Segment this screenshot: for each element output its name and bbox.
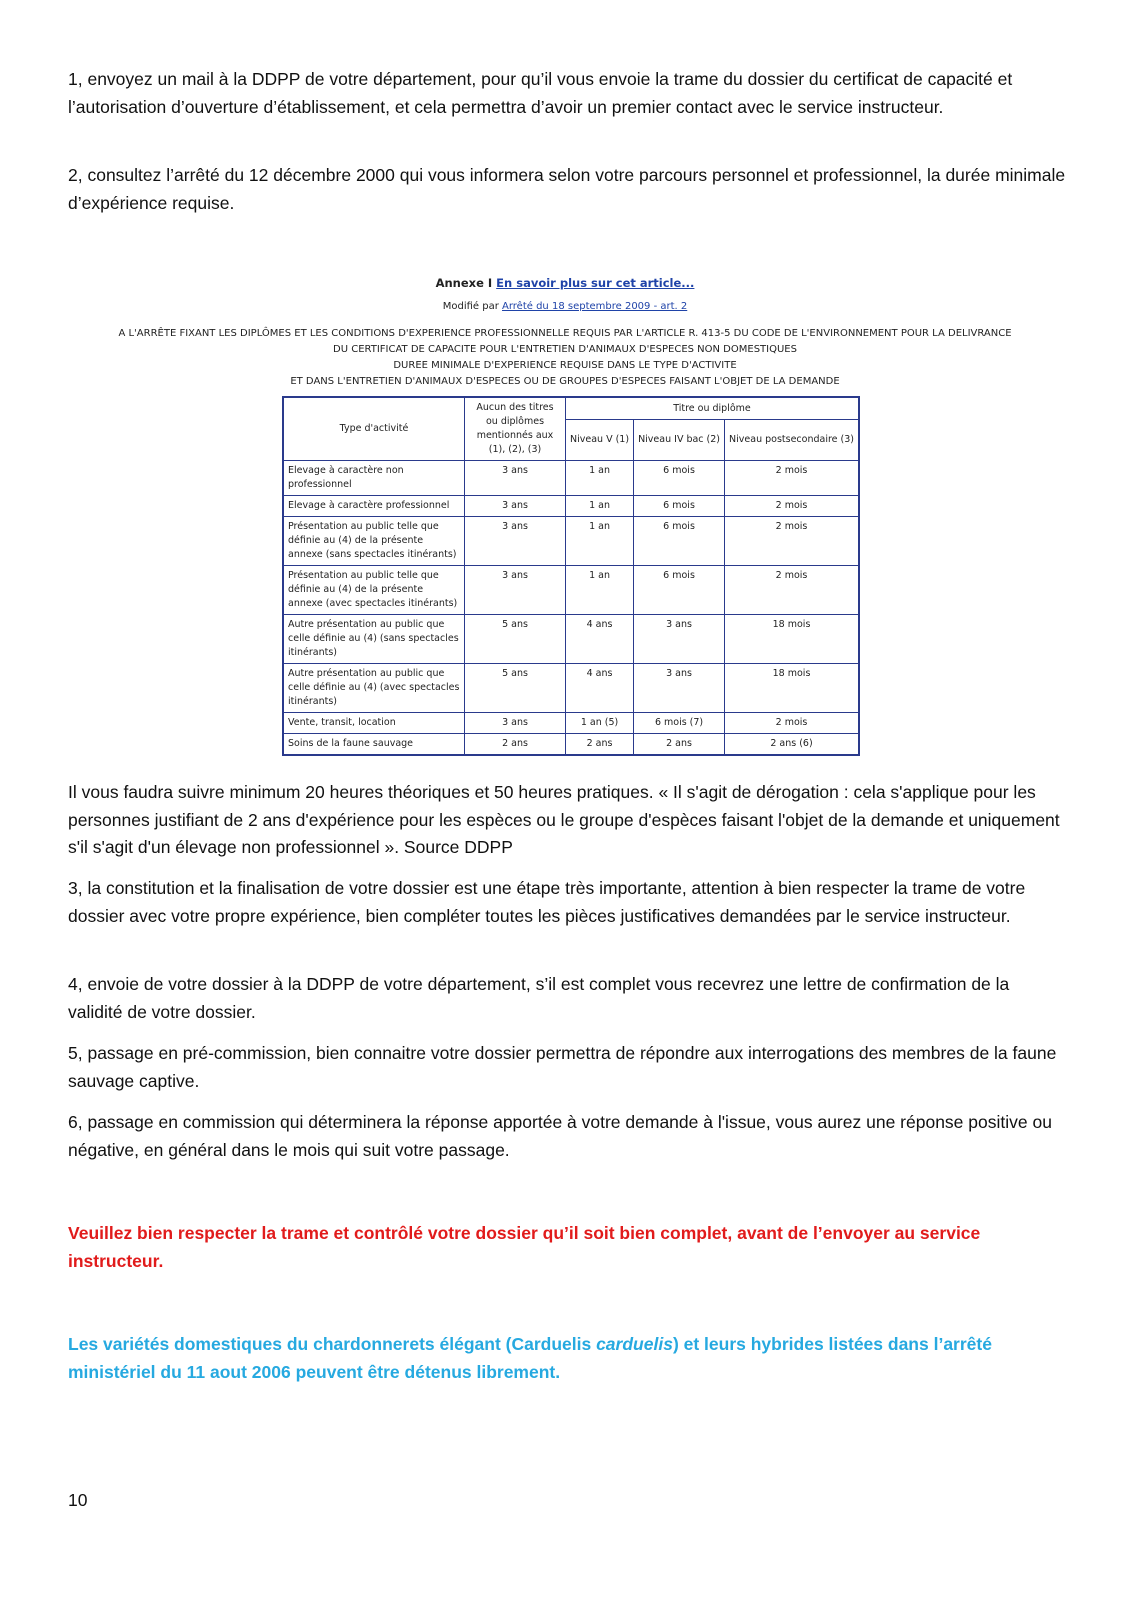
chardonneret-note-part2: ) et leurs hybrides listées dans l’arrêté ministériel du 11 aout 2006 peuvent être détenus librement.	[68, 1334, 992, 1382]
header-postsecondaire: Niveau postsecondaire (3)	[725, 420, 859, 461]
duration-cell: 2 ans (6)	[725, 734, 859, 756]
annex-subtitle	[80, 326, 1050, 390]
duration-cell: 3 ans	[634, 615, 725, 664]
activity-cell: Vente, transit, location	[283, 713, 465, 734]
paragraph-step-5: 5, passage en pré-commission, bien connaitre votre dossier permettra de répondre aux interrogations des membres de la faune sauvage captive.	[68, 1043, 1057, 1091]
duration-cell: 2 ans	[566, 734, 634, 756]
warning-note: Veuillez bien respecter la trame et contrôlé votre dossier qu’il soit bien complet, avant de l’envoyer au service instructeur.	[68, 1223, 981, 1271]
annex-modified-prefix: Modifié par	[442, 301, 499, 312]
activity-cell: Autre présentation au public que celle définie au (4) (avec spectacles itinérants)	[283, 664, 465, 713]
chardonneret-note-italic: carduelis	[596, 1334, 673, 1354]
annex-subtitle-line: DUREE MINIMALE D'EXPERIENCE REQUISE DANS LE TYPE D'ACTIVITE	[393, 360, 737, 371]
paragraph-step-2: 2, consultez l’arrêté du 12 décembre 2000 qui vous informera selon votre parcours personnel et professionnel, la durée minimale d’expérience requise.	[68, 165, 1066, 213]
paragraph-step-6: 6, passage en commission qui déterminera la réponse apportée à votre demande à l'issue, vous aurez une réponse positive ou négative, en général dans le mois qui suit votre passage.	[68, 1112, 1052, 1160]
table-row	[283, 615, 859, 664]
activity-cell: Elevage à caractère non professionnel	[283, 461, 465, 496]
table-row	[283, 713, 859, 734]
annex-subtitle-line: A L'ARRÊTE FIXANT LES DIPLÔMES ET LES CONDITIONS D'EXPERIENCE PROFESSIONNELLE REQUIS PAR L'ARTICLE R. 413-5 DU CODE DE L'ENVIRONNEMENT POUR LA DELIVRANCE	[118, 328, 1012, 339]
duration-cell: 5 ans	[465, 615, 566, 664]
table-row	[283, 566, 859, 615]
header-group: Titre ou diplôme	[566, 397, 860, 420]
activity-cell: Autre présentation au public que celle définie au (4) (sans spectacles itinérants)	[283, 615, 465, 664]
duration-cell: 3 ans	[634, 664, 725, 713]
duration-cell: 3 ans	[465, 496, 566, 517]
duration-cell: 6 mois	[634, 496, 725, 517]
table-header-row	[283, 397, 859, 420]
annex-subtitle-line: DU CERTIFICAT DE CAPACITE POUR L'ENTRETIEN D'ANIMAUX D'ESPECES NON DOMESTIQUES	[333, 344, 797, 355]
duration-cell: 3 ans	[465, 713, 566, 734]
duration-cell: 6 mois (7)	[634, 713, 725, 734]
duration-cell: 2 mois	[725, 496, 859, 517]
header-niveau-v: Niveau V (1)	[566, 420, 634, 461]
chardonneret-note-part1: Les variétés domestiques du chardonnerets élégant (Carduelis	[68, 1334, 597, 1354]
duration-cell: 3 ans	[465, 566, 566, 615]
duration-cell: 3 ans	[465, 461, 566, 496]
duration-cell: 1 an	[566, 566, 634, 615]
duration-cell: 1 an (5)	[566, 713, 634, 734]
duration-cell: 6 mois	[634, 517, 725, 566]
annex-more-link[interactable]: En savoir plus sur cet article...	[496, 276, 695, 290]
annex-title	[80, 276, 1050, 290]
duration-cell: 6 mois	[634, 461, 725, 496]
duration-cell: 2 ans	[465, 734, 566, 756]
activity-cell: Soins de la faune sauvage	[283, 734, 465, 756]
table-row	[283, 496, 859, 517]
annex-title-text: Annexe I	[435, 276, 493, 290]
activity-cell: Elevage à caractère professionnel	[283, 496, 465, 517]
duration-cell: 2 mois	[725, 517, 859, 566]
duration-cell: 2 mois	[725, 461, 859, 496]
paragraph-derogation: Il vous faudra suivre minimum 20 heures théoriques et 50 heures pratiques. « Il s'agit de dérogation : cela s'applique pour les personnes justifiant de 2 ans d'expérience pour les espèces ou le groupe d'espèces faisant l'objet de la demande et uniquement s'il s'agit d'un élevage non professionnel ». Source DDPP	[68, 782, 1060, 857]
duration-cell: 2 mois	[725, 566, 859, 615]
page-number: 10	[68, 1490, 88, 1510]
duration-cell: 1 an	[566, 496, 634, 517]
duration-cell: 1 an	[566, 517, 634, 566]
paragraph-step-1: 1, envoyez un mail à la DDPP de votre département, pour qu’il vous envoie la trame du dossier du certificat de capacité et l’autorisation d’ouverture d’établissement, et cela permettra d’avoir un premier contact avec le service instructeur.	[68, 69, 1013, 117]
header-none: Aucun des titres ou diplômes mentionnés aux (1), (2), (3)	[465, 397, 566, 461]
duration-cell: 5 ans	[465, 664, 566, 713]
duration-cell: 6 mois	[634, 566, 725, 615]
duration-cell: 2 mois	[725, 713, 859, 734]
duration-cell: 18 mois	[725, 664, 859, 713]
annex-modified-line	[80, 301, 1050, 312]
annex-table-body	[283, 461, 859, 756]
header-niveau-iv: Niveau IV bac (2)	[634, 420, 725, 461]
table-row	[283, 517, 859, 566]
duration-cell: 1 an	[566, 461, 634, 496]
duration-cell: 18 mois	[725, 615, 859, 664]
duration-cell: 2 ans	[634, 734, 725, 756]
duration-cell: 4 ans	[566, 615, 634, 664]
duration-cell: 4 ans	[566, 664, 634, 713]
annex-subtitle-line: ET DANS L'ENTRETIEN D'ANIMAUX D'ESPECES OU DE GROUPES D'ESPECES FAISANT L'OBJET DE LA DEMANDE	[290, 376, 840, 387]
header-type: Type d'activité	[283, 397, 465, 461]
paragraph-step-3: 3, la constitution et la finalisation de votre dossier est une étape très importante, attention à bien respecter la trame de votre dossier avec votre propre expérience, bien compléter toutes les pièces justificatives demandées par le service instructeur.	[68, 878, 1026, 926]
duration-cell: 3 ans	[465, 517, 566, 566]
paragraph-step-4: 4, envoie de votre dossier à la DDPP de votre département, s’il est complet vous recevrez une lettre de confirmation de la validité de votre dossier.	[68, 974, 1010, 1022]
table-row	[283, 664, 859, 713]
activity-cell: Présentation au public telle que définie au (4) de la présente annexe (sans spectacles itinérants)	[283, 517, 465, 566]
table-row	[283, 461, 859, 496]
annex-modified-link[interactable]: Arrêté du 18 septembre 2009 - art. 2	[502, 301, 688, 312]
chardonneret-note	[68, 1331, 1068, 1386]
table-row	[283, 734, 859, 756]
activity-cell: Présentation au public telle que définie au (4) de la présente annexe (avec spectacles itinérants)	[283, 566, 465, 615]
annex-table	[282, 396, 860, 756]
